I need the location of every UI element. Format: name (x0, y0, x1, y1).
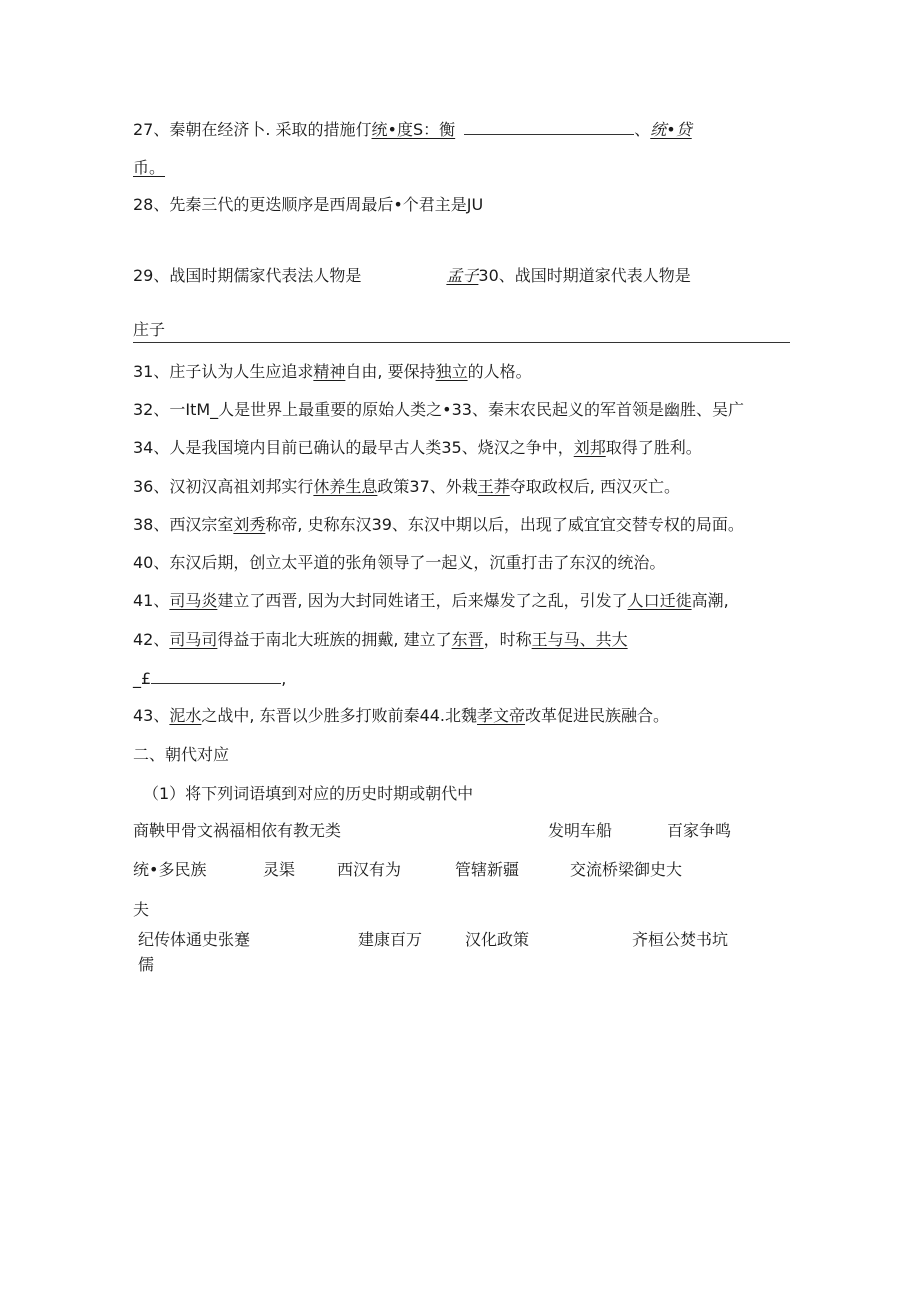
q44-answer: 孝文帝 (477, 706, 526, 725)
question-30-answer (133, 320, 165, 340)
term-cell: 发明车船 (548, 821, 613, 840)
q31-answer-2: 独立 (435, 362, 468, 381)
q38-text-2: 称帝, 史称东汉39、东汉中期以后，出现了威宜宜交替专权的局面。 (265, 515, 744, 534)
q43-text-2: 之战中, 东晋以少胜多打败前秦44.北魏 (201, 706, 478, 725)
q31-text-2: 自由, 要保持 (345, 362, 436, 381)
term-cell: 统•多民族 (133, 860, 207, 879)
q31-text-1: 31、庄子认为人生应追求 (133, 362, 314, 381)
q31-text-3: 的人格。 (467, 362, 532, 381)
q41-text-2: 建立了西晋, 因为大封同姓诸王，后来爆发了之乱，引发了 (217, 591, 628, 610)
q27-answer-1: 统•度S：衡 (371, 120, 456, 139)
q42-text-2: 得益于南北大班族的拥戴, 建立了 (217, 630, 452, 649)
q40-text: 40、东汉后期，创立太平道的张角领导了一起义，沉重打击了东汉的统治。 (133, 553, 666, 572)
q30-text: 30、战国时期道家代表人物是 (478, 266, 691, 285)
term-cell: 汉化政策 (465, 930, 530, 949)
question-31 (133, 362, 532, 382)
term-cell: 纪传体通史张蹇 (138, 930, 251, 949)
q27-answer-2-cont: 币。 (133, 158, 166, 177)
question-29 (133, 266, 691, 286)
q43-answer: 泥水 (169, 706, 202, 725)
term-cell: 交流桥梁御史大 (570, 860, 683, 879)
term-cell: 灵渠 (263, 860, 296, 879)
q38-text-1: 38、西汉宗室 (133, 515, 234, 534)
q42-answer-3: 王与马、共大 (531, 630, 628, 649)
term-cell: 建康百万 (358, 930, 423, 949)
term-cell: 儒 (138, 955, 155, 974)
term-cell: 商鞅甲骨文祸福相依有教无类 (133, 821, 342, 840)
q42-text-1: 42、 (133, 630, 170, 649)
q42-cont-comma: , (281, 669, 287, 688)
term-cell: 百家争鸣 (667, 821, 732, 840)
section-heading (133, 745, 229, 765)
q29-text: 29、战国时期儒家代表法人物是 (133, 266, 362, 285)
term-cell: 西汉有为 (337, 860, 402, 879)
q42-answer-1: 司马司 (169, 630, 218, 649)
section-2-title: 二、朝代对应 (133, 745, 230, 764)
q27-answer-2: 统•贷 (650, 120, 692, 139)
q34-text-1: 34、人是我国境内目前已确认的最早古人类35、烧汉之争中， (133, 438, 574, 457)
q27-blank (464, 119, 634, 135)
q27-sep: 、 (634, 120, 651, 139)
q41-text-3: 高潮, (691, 591, 729, 610)
q32-text: 32、一ItM_人是世界上最重要的原始人类之•33、秦末农民起义的军首领是幽胜、吴广 (133, 400, 744, 419)
q29-answer: 孟子 (446, 266, 479, 285)
question-40 (133, 553, 665, 573)
q42-answer-2: 东晋 (451, 630, 484, 649)
question-42 (133, 630, 628, 650)
term-cell: 夫 (133, 900, 150, 919)
q42-text-3: ，时称 (483, 630, 532, 649)
section-instruction (143, 784, 473, 804)
q31-answer-1: 精神 (313, 362, 346, 381)
q36-answer: 休养生息 (313, 477, 378, 496)
q41-text-1: 41、 (133, 591, 170, 610)
question-27-cont (133, 158, 165, 178)
q42-blank (151, 668, 281, 684)
q41-answer-2: 人口迁徙 (627, 591, 692, 610)
q34-text-2: 取得了胜利。 (605, 438, 702, 457)
q38-answer: 刘秀 (233, 515, 266, 534)
q41-answer-1: 司马炎 (169, 591, 218, 610)
question-38 (133, 515, 744, 535)
question-28 (133, 195, 483, 215)
q43-text-1: 43、 (133, 706, 170, 725)
term-cell: 齐桓公焚书坑 (632, 930, 729, 949)
q30-answer: 庄子 (133, 320, 166, 339)
question-42-cont (133, 668, 286, 689)
q36-text-2: 政策37、外栽 (377, 477, 478, 496)
q43-text-3: 改革促进民族融合。 (525, 706, 670, 725)
question-36 (133, 477, 680, 497)
q42-cont-text: _£ (133, 669, 152, 688)
section-2-subtitle: （1）将下列词语填到对应的历史时期或朝代中 (143, 784, 474, 803)
q37-answer: 王莽 (477, 477, 510, 496)
q35-answer: 刘邦 (573, 438, 606, 457)
q36-text-3: 夺取政权后, 西汉灭亡。 (509, 477, 680, 496)
q28-text: 28、先秦三代的更迭顺序是西周最后•个君主是JU (133, 195, 484, 214)
divider (133, 342, 790, 343)
question-32 (133, 400, 744, 420)
term-cell: 管辖新疆 (455, 860, 520, 879)
question-43 (133, 706, 669, 726)
q36-text-1: 36、汉初汉高祖刘邦实行 (133, 477, 314, 496)
question-41 (133, 591, 729, 611)
question-34 (133, 438, 702, 458)
question-27 (133, 119, 692, 140)
q27-text: 27、秦朝在经济卜. 采取的措施仃 (133, 120, 372, 139)
